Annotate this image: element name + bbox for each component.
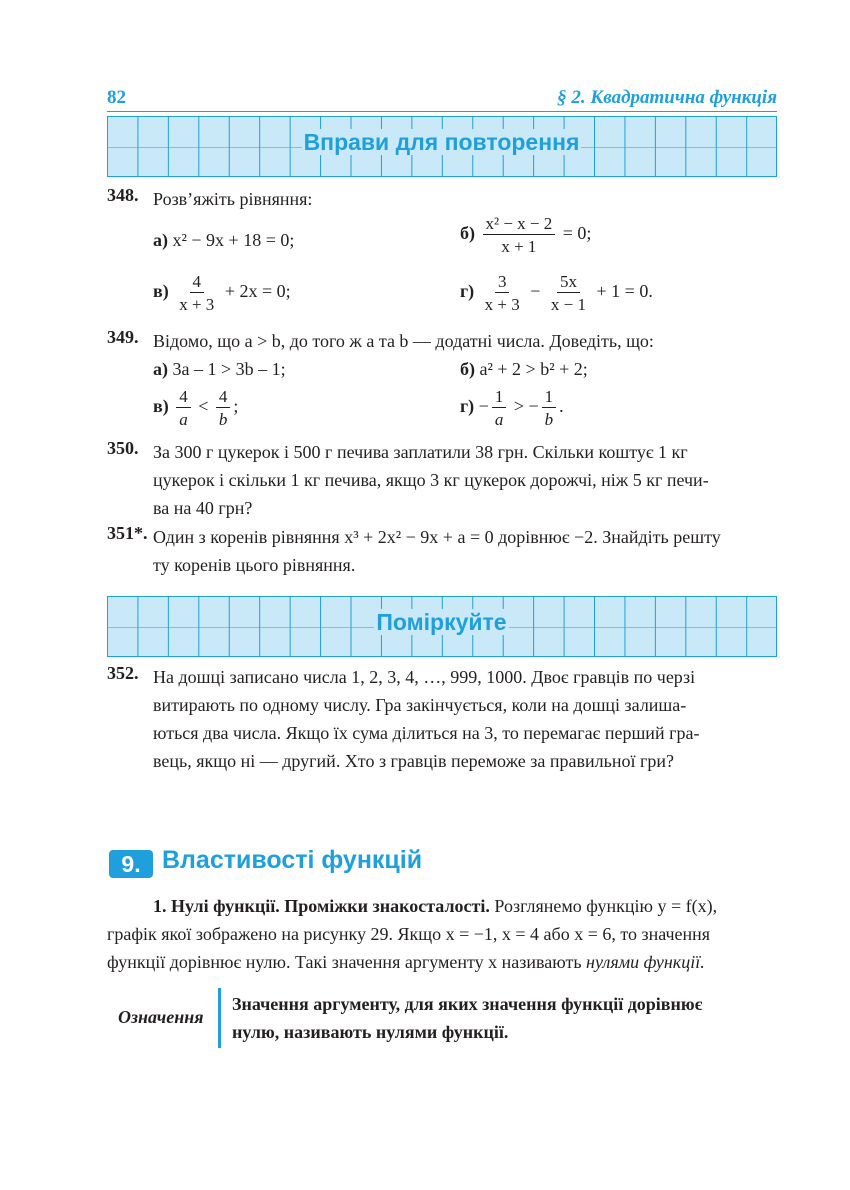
page-number: 82 — [107, 87, 126, 108]
exercise-350-line-1: За 300 г цукерок і 500 г печива заплатили 38 грн. Скільки коштує 1 кг — [153, 442, 688, 462]
paragraph-term: нулями функції. — [586, 952, 705, 972]
paragraph-line-3 — [107, 948, 777, 976]
ex348-b-numerator: x² − x − 2 — [483, 215, 556, 235]
ex349-g-label: г) — [460, 396, 475, 417]
ex349-g-denominator-2: b — [544, 410, 554, 429]
ex348-g-denominator-2: x − 1 — [550, 295, 587, 314]
ex348-g-numerator-1: 3 — [495, 273, 510, 293]
ex348-g-denominator-1: x + 3 — [484, 295, 520, 314]
paragraph-line-1 — [153, 892, 777, 920]
ex349-v-denominator-2: b — [218, 410, 228, 429]
ex349-v-numerator-1: 4 — [176, 388, 191, 408]
ex348-b-fraction — [483, 215, 556, 255]
ex349-g-denominator-1: a — [494, 410, 504, 429]
ex349-g — [460, 388, 564, 428]
ex349-v-op: < — [198, 396, 209, 417]
section-number-badge: 9. — [109, 850, 153, 878]
banner-exercises-title: Вправи для повторення — [303, 129, 580, 155]
exercise-352-line-3: ються два числа. Якщо їх сума ділиться на 3, то перемагає перший гра- — [153, 723, 700, 743]
ex349-b — [460, 355, 588, 383]
exercise-number-348: 348. — [107, 185, 139, 205]
exercise-350-line-2: цукерок і скільки 1 кг печива, якщо 3 кг цукерок дорожчі, ніж 5 кг печи- — [153, 470, 709, 490]
ex349-a-label: а) — [153, 359, 168, 379]
ex348-b-rest: = 0; — [562, 223, 592, 244]
ex349-b-expr: a² + 2 > b² + 2; — [479, 359, 588, 379]
exercise-351-line-2: ту коренів цього рівняння. — [153, 555, 356, 575]
ex349-g-numerator-2: 1 — [542, 388, 557, 408]
ex348-v-rest: + 2x = 0; — [224, 281, 291, 302]
running-head — [107, 85, 777, 112]
paragraph-heading: 1. Нулі функції. Проміжки знакосталості. — [153, 896, 490, 916]
exercise-number-352: 352. — [107, 663, 139, 683]
section-title: Властивості функцій — [162, 846, 423, 874]
exercise-352-line-4: вець, якщо ні — другий. Хто з гравців переможе за правильної гри? — [153, 751, 674, 771]
ex349-g-op: > − — [513, 396, 539, 417]
ex348-a — [153, 226, 294, 254]
ex348-g-label: г) — [460, 281, 475, 302]
ex348-a-eq: x² − 9x + 18 = 0; — [172, 230, 295, 250]
exercise-350-line-3: ва на 40 грн? — [153, 498, 253, 518]
ex349-v — [153, 388, 238, 428]
ex349-v-denominator-1: a — [179, 410, 188, 429]
ex348-v-fraction — [176, 273, 217, 313]
paragraph-line-1-rest: Розглянемо функцію y = f(x), — [494, 896, 718, 916]
section-header: § 2. Квадратична функція — [557, 87, 777, 108]
ex349-g-end: . — [559, 396, 564, 417]
banner-exercises — [107, 116, 777, 177]
banner-think — [107, 596, 777, 657]
definition-line-1: Значення аргументу, для яких значення функції дорівнює — [232, 994, 703, 1014]
ex349-g-fraction-1 — [492, 388, 507, 428]
exercise-352-line-1: На дошці записано числа 1, 2, 3, 4, …, 999, 1000. Двоє гравців по черзі — [153, 667, 696, 687]
ex349-a-expr: 3a – 1 > 3b – 1; — [172, 359, 286, 379]
exercise-351-line-1: Один з коренів рівняння x³ + 2x² − 9x + a = 0 дорівнює −2. Знайдіть решту — [153, 527, 721, 547]
paragraph-line-3-text: функції дорівнює нулю. Такі значення аргументу x називають — [107, 952, 582, 972]
exercise-349-text: Відомо, що a > b, до того ж a та b — додатні числа. Доведіть, що: — [153, 331, 654, 351]
ex348-g-fraction-1 — [482, 273, 523, 313]
ex348-b-denominator: x + 1 — [501, 237, 537, 256]
ex348-g — [460, 273, 653, 313]
exercise-352-line-2: витирають по одному числу. Гра закінчується, коли на дошці залиша- — [153, 695, 687, 715]
ex348-g-numerator-2: 5x — [557, 273, 580, 293]
ex349-v-fraction-1 — [176, 388, 191, 428]
exercise-number-349: 349. — [107, 327, 139, 347]
ex349-b-label: б) — [460, 359, 475, 379]
ex349-g-pre: − — [478, 396, 489, 417]
definition-bar — [218, 988, 221, 1048]
ex348-g-minus: − — [530, 281, 541, 302]
ex349-v-end: ; — [233, 396, 239, 417]
exercise-number-351: 351*. — [107, 523, 148, 543]
banner-think-title: Поміркуйте — [376, 609, 507, 635]
ex348-v — [153, 273, 291, 313]
definition-line-2: нулю, називають нулями функції. — [232, 1022, 509, 1042]
ex348-v-numerator: 4 — [190, 273, 205, 293]
ex349-v-label: в) — [153, 396, 169, 417]
ex348-b-label: б) — [460, 223, 475, 244]
ex349-v-fraction-2 — [216, 388, 231, 428]
ex348-a-label: а) — [153, 230, 168, 250]
ex348-b — [460, 215, 591, 255]
exercise-number-350: 350. — [107, 438, 139, 458]
ex349-g-fraction-2 — [542, 388, 557, 428]
ex348-g-fraction-2 — [548, 273, 589, 313]
ex349-a — [153, 355, 286, 383]
ex348-g-rest: + 1 = 0. — [596, 281, 653, 302]
ex349-g-numerator-1: 1 — [492, 388, 507, 408]
ex349-v-numerator-2: 4 — [216, 388, 231, 408]
paragraph-line-2: графік якої зображено на рисунку 29. Якщо x = −1, x = 4 або x = 6, то значення — [107, 924, 711, 944]
definition-label: Означення — [118, 1007, 204, 1027]
exercise-348-text: Розв’яжіть рівняння: — [153, 189, 313, 209]
ex348-v-label: в) — [153, 281, 169, 302]
ex348-v-denominator: x + 3 — [179, 295, 215, 314]
